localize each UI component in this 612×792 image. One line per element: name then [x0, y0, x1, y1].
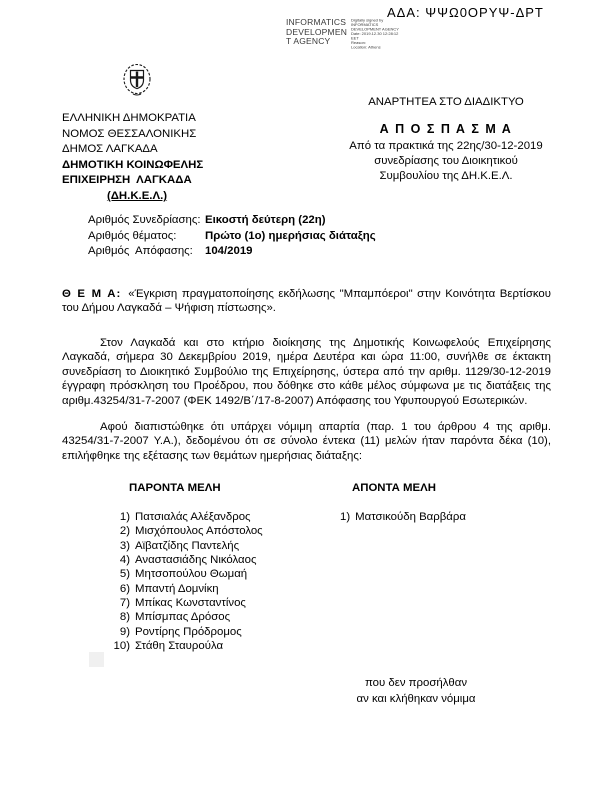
signature-agency-name [286, 18, 347, 81]
member-name: Αναστασιάδης Νικόλαος [135, 554, 257, 567]
present-member-row [96, 596, 263, 610]
signature-details [351, 18, 431, 50]
signature-detail-line: DEVELOPMENT AGENCY [351, 27, 399, 32]
absent-members-list [340, 510, 466, 524]
absent-members-header: ΑΠΟΝΤΑ ΜΕΛΗ [352, 482, 436, 494]
member-name: Μισχόπουλος Απόστολος [135, 525, 263, 538]
issuer-abbreviation: (ΔΗ.Κ.Ε.Λ.) [106, 189, 168, 202]
issuer-line-municipality: ΔΗΜΟΣ ΛΑΓΚΑΔΑ [62, 143, 158, 156]
member-name: Μπίκας Κωνσταντίνος [135, 597, 246, 610]
absent-note-line: που δεν προσήλθαν [364, 677, 468, 689]
present-member-row [96, 524, 263, 538]
meta-label: Αριθμός Συνεδρίασης: [88, 214, 201, 226]
member-number: 4) [119, 554, 130, 567]
member-number: 8) [119, 611, 130, 624]
member-number: 9) [119, 625, 130, 638]
signature-detail-line: Reason: [351, 40, 366, 45]
meta-row-subject-number [88, 229, 376, 245]
member-number: 3) [119, 539, 130, 552]
present-member-row [96, 625, 263, 639]
member-number: 1) [119, 511, 130, 523]
meta-value: 104/2019 [205, 245, 253, 258]
member-number: 5) [119, 568, 130, 581]
member-name: Ματσικούδη Βαρβάρα [355, 511, 466, 523]
issuer-block [62, 111, 234, 205]
meta-row-session [88, 213, 376, 229]
present-member-row [96, 582, 263, 596]
meta-row-decision-number [88, 244, 376, 260]
present-member-row [96, 639, 263, 653]
title-subtitle-line: Από τα πρακτικά της 22ης/30-12-2019 [349, 140, 543, 152]
member-number: 7) [119, 597, 130, 610]
document-header-right [330, 96, 562, 184]
member-name: Στάθη Σταυρούλα [135, 640, 224, 653]
signature-agency-line: INFORMATICS [286, 17, 347, 27]
title-subtitle-line: συνεδρίασης του Διοικητικού [374, 155, 518, 167]
absent-member-row [340, 510, 466, 524]
meta-label: Αριθμός Απόφασης: [88, 245, 193, 258]
present-member-row [96, 567, 263, 581]
member-name: Μητσοπούλου Θωμαή [135, 568, 248, 581]
ada-code: ΑΔΑ: ΨΨΩ0ΟΡΥΨ-ΔΡΤ [387, 5, 544, 20]
subject-paragraph [62, 287, 551, 316]
member-name: Αϊβατζίδης Παντελής [135, 539, 240, 552]
body-paragraph-session-details: Στον Λαγκαδά και στο κτήριο διοίκησης της Δημοτικής Κοινωφελούς Επιχείρησης Λαγκαδά, σήμερα 30 Δεκεμβρίου 2019, ημέρα Δευτέρα και ώρα 11:00, συνήλθε σε έκτακτη συνεδρίαση το Διοικητικό Συμβούλιο της Επιχείρησης, ύστερα από την αριθμ. 1129/30-12-2019 έγγραφη πρόσκληση του Προέδρου, που δόθηκε στο κάθε μέλος σύμφωνα με τις διατάξεις της αριθμ.43254/31-7-2007 (ΦΕΚ 1492/Β΄/17-8-2007) Απόφασης του Υφυπουργού Εσωτερικών. [62, 337, 551, 407]
present-member-row [96, 510, 263, 524]
member-name: Μπίσμπας Δρόσος [135, 611, 231, 624]
digital-signature-stamp [286, 18, 511, 81]
meta-value: Εικοστή δεύτερη (22η) [205, 214, 326, 226]
subject-text: «Έγκριση πραγματοποίησης εκδήλωσης "Μπαμπόεροι" στην Κοινότητα Βερτίσκου του Δήμου Λαγκαδά – Ψήφιση πίστωσης». [62, 288, 551, 315]
member-number: 6) [119, 582, 130, 595]
present-member-row [96, 539, 263, 553]
signature-agency-line: T AGENCY [286, 36, 331, 46]
document-title: Α Π Ο Σ Π Α Σ Μ Α [379, 122, 513, 136]
signature-detail-line: Location: Athens [351, 45, 381, 50]
member-name: Μπαντή Δομνίκη [135, 582, 219, 595]
issuer-line-prefecture: ΝΟΜΟΣ ΘΕΣΣΑΛΟΝΙΚΗΣ [62, 127, 197, 140]
signature-detail-line: EET [351, 36, 359, 41]
body-paragraph-quorum: Αφού διαπιστώθηκε ότι υπάρχει νόμιμη απαρτία (παρ. 1 του άρθρου 4 της αριθμ. 43254/31-7-2007 Υ.Α.), δεδομένου ότι σε σύνολο έντεκα (11) μελών ήταν παρόντα δέκα (10), επιλήφθηκε της εξέτασης των θεμάτων ημερήσιας διάταξης: [62, 421, 551, 462]
signature-detail-line: Digitally signed by [351, 18, 384, 23]
meta-label: Αριθμός θέματος: [88, 229, 177, 242]
signature-agency-line: DEVELOPMEN [286, 26, 348, 37]
signature-detail-line: Date: 2019.12.30 12:28:12 [351, 31, 399, 36]
subject-label: Θ Ε Μ Α: [62, 288, 122, 300]
member-number: 2) [119, 525, 130, 538]
issuer-line-republic: ΕΛΛΗΝΙΚΗ ΔΗΜΟΚΡΑΤΙΑ [62, 112, 196, 124]
signature-detail-line: INFORMATICS [351, 22, 379, 27]
member-name: Πατσιαλάς Αλέξανδρος [135, 511, 251, 523]
member-number: 1) [340, 511, 351, 523]
present-member-row [96, 610, 263, 624]
absent-note-line: αν και κλήθηκαν νόμιμα [356, 692, 476, 705]
meta-info [88, 213, 376, 260]
internet-publication-note: ΑΝΑΡΤΗΤΕΑ ΣΤΟ ΔΙΑΔΙΚΤΥΟ [368, 96, 524, 108]
title-subtitle-line: Συμβουλίου της ΔΗ.Κ.Ε.Λ. [379, 170, 513, 182]
scan-artifact-box [89, 652, 104, 667]
present-member-row [96, 553, 263, 567]
meta-value: Πρώτο (1ο) ημερήσιας διάταξης [205, 229, 376, 242]
member-number: 10) [113, 640, 130, 653]
issuer-line-enterprise-1: ΔΗΜΟΤΙΚΗ ΚΟΙΝΩΦΕΛΗΣ [62, 158, 204, 171]
greek-coat-of-arms-icon [121, 62, 153, 98]
member-name: Ροντίρης Πρόδρομος [135, 625, 242, 638]
present-members-header: ΠΑΡΟΝΤΑ ΜΕΛΗ [129, 482, 221, 494]
absent-members-note [341, 676, 491, 707]
present-members-list [96, 510, 263, 653]
issuer-line-enterprise-2: ΕΠΙΧΕΙΡΗΣΗ ΛΑΓΚΑΔΑ [62, 174, 192, 187]
